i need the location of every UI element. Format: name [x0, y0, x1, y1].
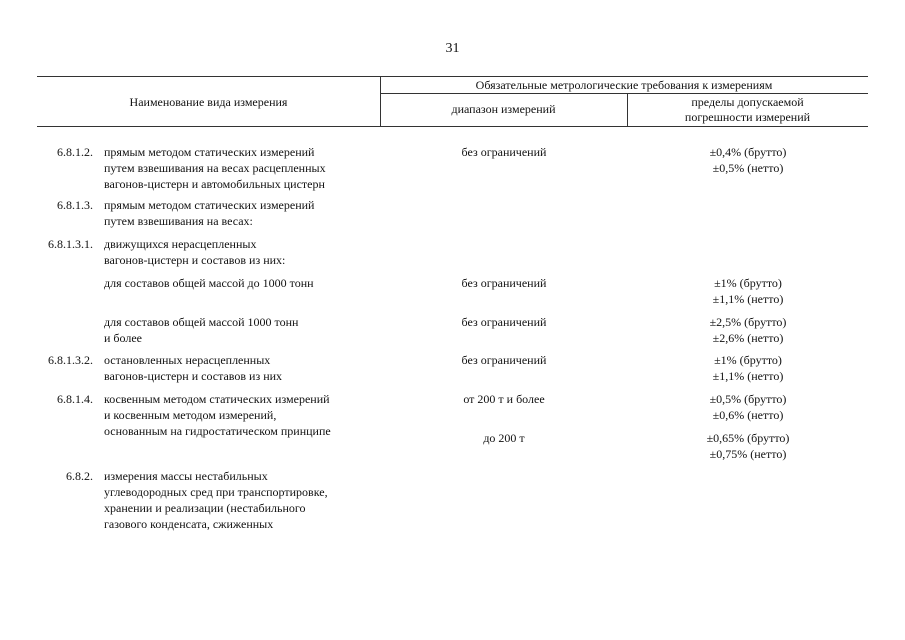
- item-range: без ограничений: [461, 353, 547, 367]
- item-tolerance: ±0,5% (брутто) ±0,6% (нетто): [709, 392, 787, 422]
- item-range: от 200 т и более: [463, 392, 545, 406]
- item-number: 6.8.1.3.2.: [48, 353, 93, 367]
- item-tolerance: ±2,5% (брутто) ±2,6% (нетто): [709, 315, 787, 345]
- header-top-rule: [37, 76, 868, 77]
- page-number: 31: [445, 41, 460, 56]
- item-name: измерения массы нестабильных углеводородных сред при транспортировке, хранении и реализации (нестабильного газового конденсата, сжиженных: [104, 469, 328, 531]
- header-group-rule: [380, 93, 868, 94]
- item-number: 6.8.1.3.: [57, 198, 93, 212]
- item-range: без ограничений: [461, 145, 547, 159]
- header-col-name: Наименование вида измерения: [129, 95, 288, 109]
- item-tolerance: ±1% (брутто) ±1,1% (нетто): [712, 276, 784, 306]
- item-name: движущихся нерасцепленных вагонов-цистерн и составов из них:: [104, 237, 286, 267]
- item-tolerance: ±1% (брутто) ±1,1% (нетто): [712, 353, 784, 383]
- item-name: остановленных нерасцепленных вагонов-цистерн и составов из них: [104, 353, 283, 383]
- item-name: косвенным методом статических измерений и косвенным методом измерений, основанным на гидростатическом принципе: [104, 392, 331, 438]
- item-name: для составов общей массой 1000 тонн и более: [104, 315, 299, 345]
- item-range: до 200 т: [483, 431, 525, 445]
- item-number: 6.8.1.3.1.: [48, 237, 93, 251]
- header-col-range: диапазон измерений: [451, 102, 556, 116]
- header-col-tolerance: пределы допускаемой погрешности измерений: [684, 95, 811, 124]
- header-col-group: Обязательные метрологические требования к измерениям: [475, 78, 773, 92]
- item-number: 6.8.2.: [66, 469, 93, 483]
- item-name: прямым методом статических измерений путем взвешивания на весах:: [104, 198, 315, 228]
- header-bottom-rule: [37, 126, 868, 127]
- item-number: 6.8.1.2.: [57, 145, 93, 159]
- item-tolerance: ±0,65% (брутто) ±0,75% (нетто): [706, 431, 790, 461]
- item-range: без ограничений: [461, 276, 547, 290]
- item-number: 6.8.1.4.: [57, 392, 93, 406]
- item-range: без ограничений: [461, 315, 547, 329]
- item-name: прямым методом статических измерений путем взвешивания на весах расцепленных вагонов-цистерн и автомобильных цистерн: [104, 145, 326, 191]
- item-tolerance: ±0,4% (брутто) ±0,5% (нетто): [709, 145, 787, 175]
- item-name: для составов общей массой до 1000 тонн: [104, 276, 314, 290]
